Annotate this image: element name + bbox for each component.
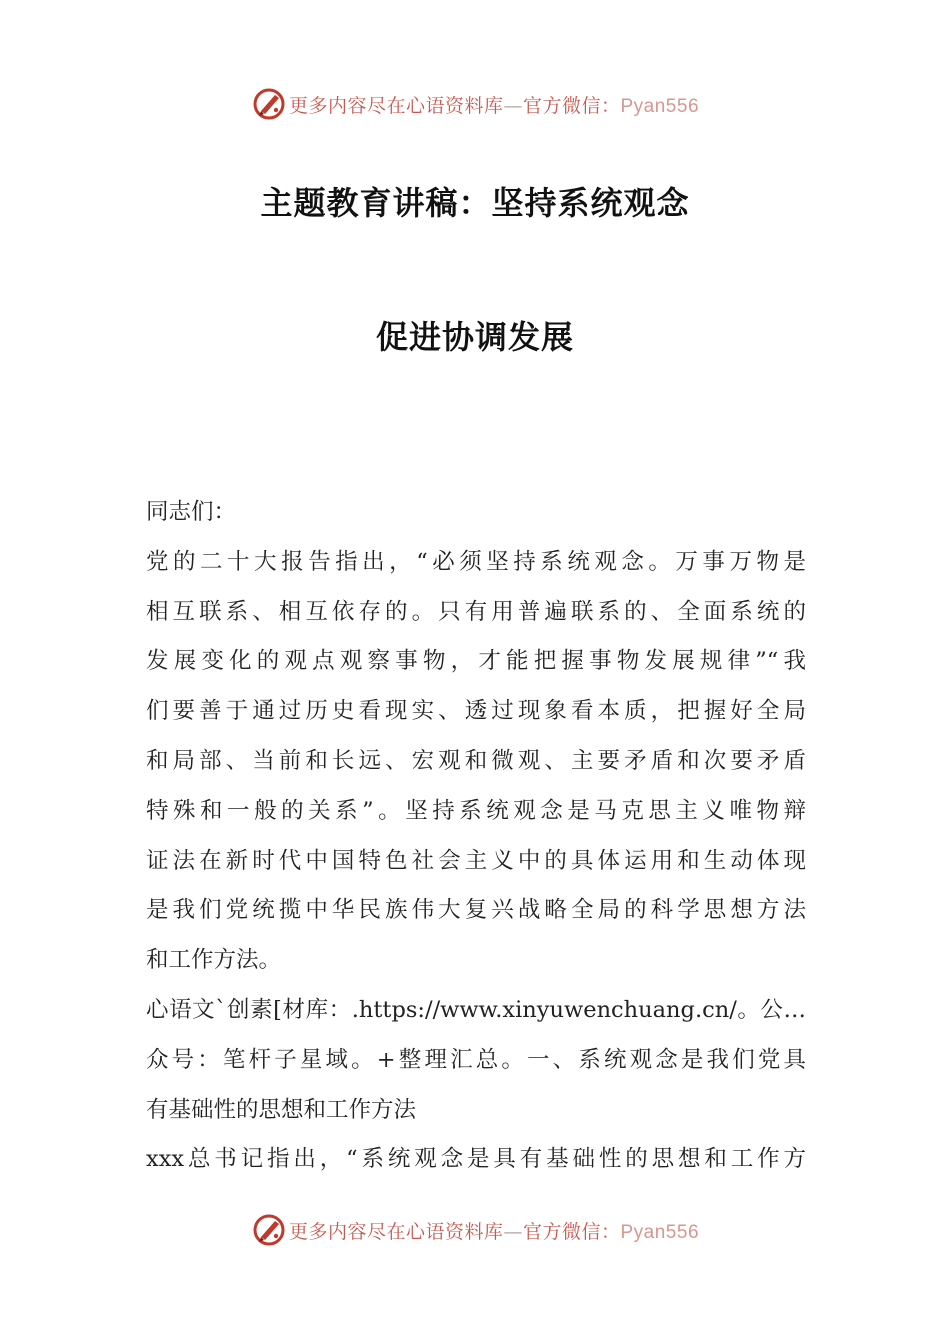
watermark-text	[289, 91, 699, 118]
body-line: 是我们党统揽中华民族伟大复兴战略全局的科学思想方法	[146, 897, 806, 924]
body-line: xxx总书记指出，“系统观念是具有基础性的思想和工作方	[146, 1146, 806, 1173]
body-line: 特殊和一般的关系”。坚持系统观念是马克思主义唯物辩	[146, 797, 806, 824]
greeting: 同志们：	[146, 499, 237, 525]
pen-logo-icon	[251, 1212, 287, 1248]
header-watermark	[0, 84, 950, 124]
document-body	[146, 488, 806, 1185]
watermark-handle: Pyan556	[620, 1221, 700, 1243]
body-line: 发展变化的观点观察事物，才能把握事物发展规律”“我	[146, 648, 806, 675]
body-line: 党的二十大报告指出，“必须坚持系统观念。万事万物是	[146, 548, 806, 575]
document-title-line2: 促进协调发展	[375, 318, 574, 356]
watermark-label: 官方微信：	[522, 1220, 621, 1243]
pen-logo-icon	[251, 86, 287, 122]
watermark-label: 官方微信：	[522, 94, 621, 117]
watermark-main: 更多内容尽在心语资料库	[288, 1220, 504, 1243]
watermark-handle: Pyan556	[620, 95, 700, 117]
footer-watermark	[0, 1210, 950, 1250]
body-line: 证法在新时代中国特色社会主义中的具体运用和生动体现	[146, 847, 806, 874]
body-line: 有基础性的思想和工作方法	[146, 1096, 417, 1123]
body-line: 和工作方法。	[146, 947, 282, 974]
watermark-main: 更多内容尽在心语资料库	[288, 94, 504, 117]
watermark-text	[289, 1217, 699, 1244]
body-line: 心语文`创素[材库：.https://www.xinyuwenchuang.cn/。公…	[146, 996, 806, 1023]
document-title-line1: 主题教育讲稿：坚持系统观念	[260, 184, 690, 222]
body-line: 众号：笔杆子星域。+整理汇总。一、系统观念是我们党具	[146, 1046, 806, 1073]
body-line: 相互联系、相互依存的。只有用普遍联系的、全面系统的	[146, 598, 806, 625]
watermark-separator: —	[503, 94, 523, 117]
body-line: 们要善于通过历史看现实、透过现象看本质，把握好全局	[146, 698, 806, 725]
body-line: 和局部、当前和长远、宏观和微观、主要矛盾和次要矛盾	[146, 747, 806, 774]
watermark-separator: —	[503, 1220, 523, 1243]
